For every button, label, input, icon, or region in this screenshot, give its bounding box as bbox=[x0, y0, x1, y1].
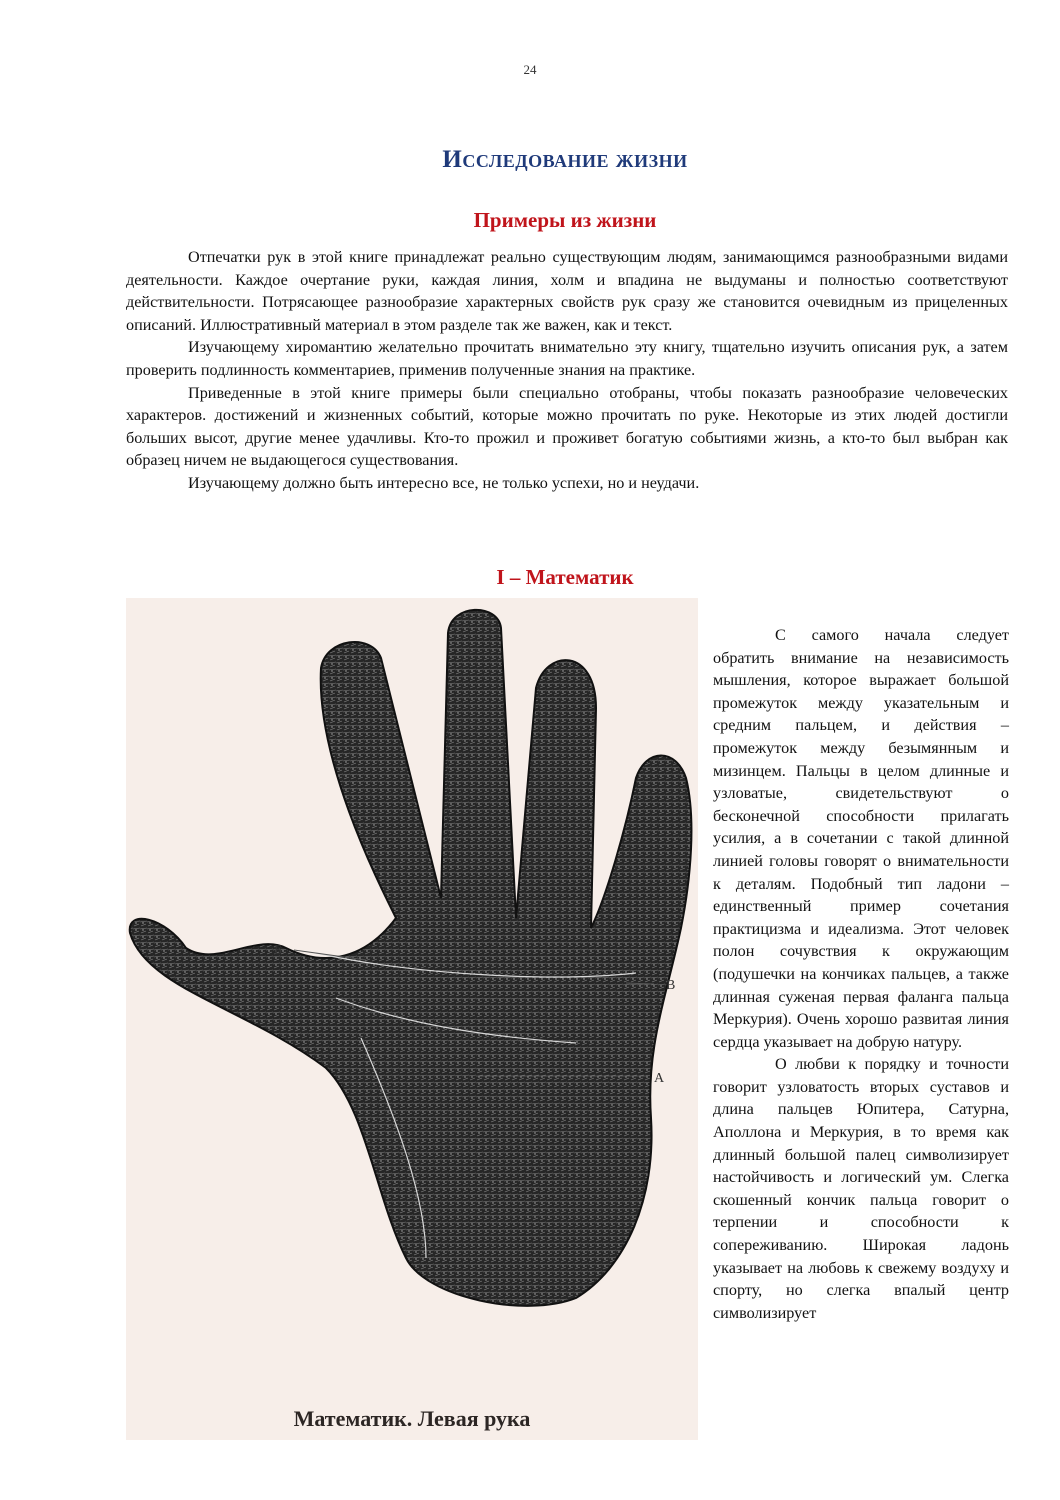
label-a: А bbox=[654, 1071, 665, 1086]
mathematician-description bbox=[713, 624, 1009, 1324]
intro-paragraph: Изучающему должно быть интересно все, не только успехи, но и неудачи. bbox=[188, 473, 700, 492]
chapter-title bbox=[0, 146, 1060, 174]
intro-text bbox=[126, 246, 1008, 495]
label-v: В bbox=[666, 978, 676, 993]
chapter-title-initial: И bbox=[442, 146, 463, 173]
label-b: Б bbox=[274, 943, 283, 958]
description-paragraph: О любви к порядку и точности говорит узловатость вторых суставов и длина пальцев Юпитера, Сатурна, Аполлона и Меркурия, в то время как длинный большой палец символизирует настойчивость и логический ум. Слегка скошенный кончик пальца говорит о терпении и способности к сопереживанию. Широкая ладонь указывает на любовь к свежему воздуху и спорту, но слегка впалый центр символизирует bbox=[713, 1055, 1009, 1322]
description-paragraph: С самого начала следует обратить внимание на независимость мышления, которое выражает большой промежуток между указательным и средним пальцем, и действия – промежуток между безымянным и мизинцем. Пальцы в целом длинные и узловатые, свидетельствуют о бесконечной способности прилагать усилия, а в сочетании с такой длинной линией головы говорят о внимательности к деталям. Подобный тип ладони – единственный пример сочетания практицизма и идеализма. Этот человек полон сочувствия к окружающим (подушечки на кончиках пальцев, а также длинная суженая первая фаланга пальца Меркурия). Очень хорошо развитая линия сердца указывает на добрую натуру. bbox=[713, 626, 1009, 1051]
intro-paragraph: Приведенные в этой книге примеры были специально отобраны, чтобы показать разнообразие человеческих характеров. достижений и жизненных событий, которые можно прочитать по руке. Некоторые из этих людей достигли больших высот, другие менее удачливы. Кто-то прожил и проживет богатую событиями жизнь, а кто-то был выбран как образец ничем не выдающегося существования. bbox=[126, 383, 1008, 470]
intro-paragraph: Отпечатки рук в этой книге принадлежат реально существующим людям, занимающимся разнообразными видами деятельности. Каждое очертание руки, каждая линия, холм и впадина не выдуманы и полностью соответствуют действительности. Потрясающее разнообразие характерных свойств рук сразу же становится очевидным из прицеленных описаний. Иллюстративный материал в этом разделе так же важен, как и текст. bbox=[126, 248, 1008, 334]
hand-silhouette bbox=[130, 610, 692, 1306]
handprint-figure bbox=[126, 598, 698, 1440]
section-title-mathematician: I – Математик bbox=[496, 565, 634, 589]
section-title-examples: Примеры из жизни bbox=[473, 208, 657, 232]
intro-paragraph: Изучающему хиромантию желательно прочитать внимательно эту книгу, тщательно изучить описания рук, а затем проверить подлинность комментариев, применив полученные знания на практике. bbox=[126, 338, 1008, 379]
handprint-illustration bbox=[126, 598, 698, 1440]
chapter-title-rest: сследование жизни bbox=[462, 146, 688, 173]
figure-caption: Математик. Левая рука bbox=[293, 1406, 531, 1431]
page-number: 24 bbox=[523, 62, 537, 77]
